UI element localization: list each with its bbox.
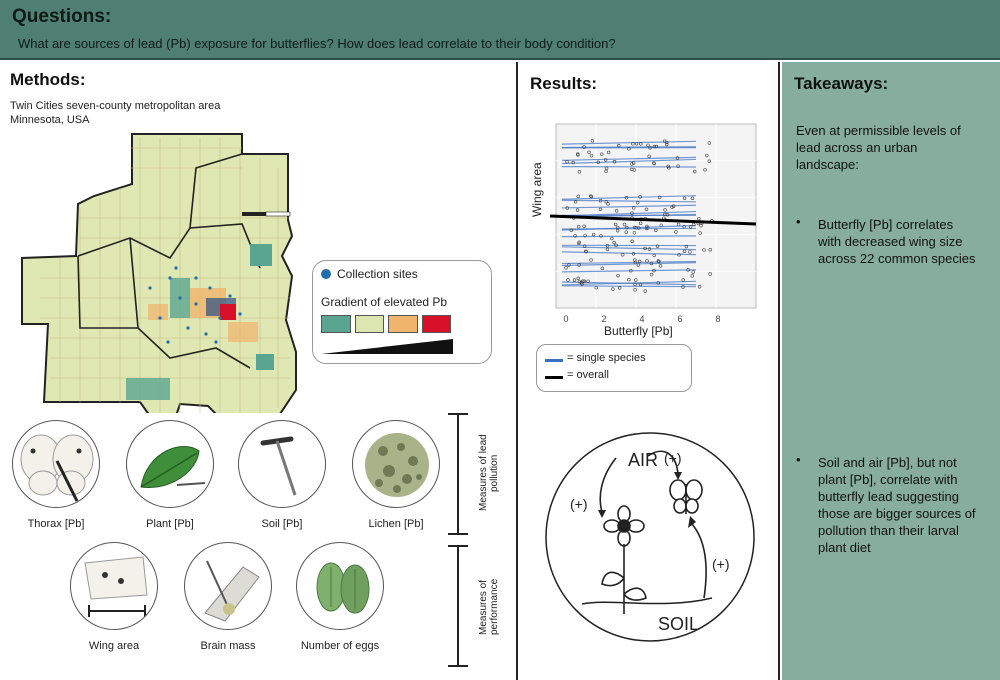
pollution-bracket-label: Measures of lead pollution xyxy=(478,434,500,512)
lichen-label: Lichen [Pb] xyxy=(368,518,424,530)
swatch-4 xyxy=(422,315,452,333)
soil-probe-icon xyxy=(239,421,326,508)
scale-bar xyxy=(242,212,290,216)
lichen-icon xyxy=(353,421,440,508)
leaf-icon xyxy=(127,421,214,508)
wing-icon xyxy=(71,543,158,630)
eggs-label: Number of eggs xyxy=(300,640,380,652)
plus-top-label: (+) xyxy=(664,450,682,466)
collection-site-marker-icon xyxy=(321,269,331,279)
metro-lead-map xyxy=(20,128,310,413)
map-legend xyxy=(312,260,492,364)
questions-text: What are sources of lead (Pb) exposure for butterflies? How does lead correlate to their body condition? xyxy=(18,36,616,51)
swatch-3 xyxy=(388,315,418,333)
gradient-label: Gradient of elevated Pb xyxy=(321,295,448,309)
wing-area-label: Wing area xyxy=(88,640,140,652)
takeaways-title: Takeaways: xyxy=(794,74,889,93)
swatch-2 xyxy=(355,315,385,333)
collection-sites-label: Collection sites xyxy=(337,267,418,281)
gradient-wedge xyxy=(321,339,453,355)
eggs-circle xyxy=(296,542,384,630)
butterfly-icon xyxy=(670,480,702,514)
swatch-1 xyxy=(321,315,351,333)
results-panel xyxy=(518,62,780,680)
legend-overall-swatch xyxy=(545,376,563,379)
chart-legend xyxy=(536,344,692,392)
brain-icon xyxy=(185,543,272,630)
brain-circle xyxy=(184,542,272,630)
brain-mass-label: Brain mass xyxy=(200,640,256,652)
methods-title: Methods: xyxy=(10,70,86,89)
performance-bracket-label: Measures of performance xyxy=(478,578,500,636)
questions-header xyxy=(0,0,1000,60)
wing-circle xyxy=(70,542,158,630)
takeaway-bullet-1: Butterfly [Pb] correlates with decreased wing size across 22 common species xyxy=(818,217,976,266)
legend-overall-label: = overall xyxy=(567,369,609,381)
measure-brackets xyxy=(440,410,480,674)
plus-left-label: (+) xyxy=(570,496,588,512)
results-title: Results: xyxy=(530,74,598,93)
gradient-swatches xyxy=(321,315,451,333)
species-trend-line xyxy=(562,236,696,237)
questions-title: Questions: xyxy=(12,6,112,27)
air-label: AIR xyxy=(628,450,659,470)
soil-label: Soil [Pb] xyxy=(261,518,303,530)
lichen-circle xyxy=(352,420,440,508)
takeaway-bullet-2: Soil and air [Pb], but not plant [Pb], correlate with butterfly lead suggesting those are bigger sources of pollution than their larval plant diet xyxy=(818,455,976,555)
x-tick-label: 4 xyxy=(639,314,645,324)
bullet-marker-2: • xyxy=(796,452,801,467)
x-tick-label: 0 xyxy=(563,314,569,324)
x-tick-label: 8 xyxy=(715,314,721,324)
map-region xyxy=(22,134,296,413)
plant-label: Plant [Pb] xyxy=(146,518,194,530)
legend-single-swatch xyxy=(545,359,563,362)
y-axis-label: Wing area xyxy=(530,162,544,218)
bullet-marker-1: • xyxy=(796,214,801,229)
takeaways-intro: Even at permissible levels of lead across an urban landscape: xyxy=(796,123,961,172)
thorax-label: Thorax [Pb] xyxy=(27,518,85,530)
plant-circle xyxy=(126,420,214,508)
soil-diagram-label: SOIL xyxy=(658,614,700,634)
plus-right-label: (+) xyxy=(712,556,730,572)
methods-panel xyxy=(0,62,518,680)
x-tick-label: 2 xyxy=(601,314,607,324)
thorax-circle xyxy=(12,420,100,508)
location-line-1: Twin Cities seven-county metropolitan area xyxy=(10,100,221,112)
location-line-2: Minnesota, USA xyxy=(10,114,90,126)
legend-single-label: = single species xyxy=(567,352,646,364)
eggs-icon xyxy=(297,543,384,630)
soil-circle xyxy=(238,420,326,508)
x-axis-label: Butterfly [Pb] xyxy=(604,324,673,338)
takeaways-panel xyxy=(782,62,1000,680)
butterfly-thorax-icon xyxy=(13,421,100,508)
x-tick-label: 6 xyxy=(677,314,683,324)
wing-vs-lead-scatter xyxy=(548,120,768,330)
